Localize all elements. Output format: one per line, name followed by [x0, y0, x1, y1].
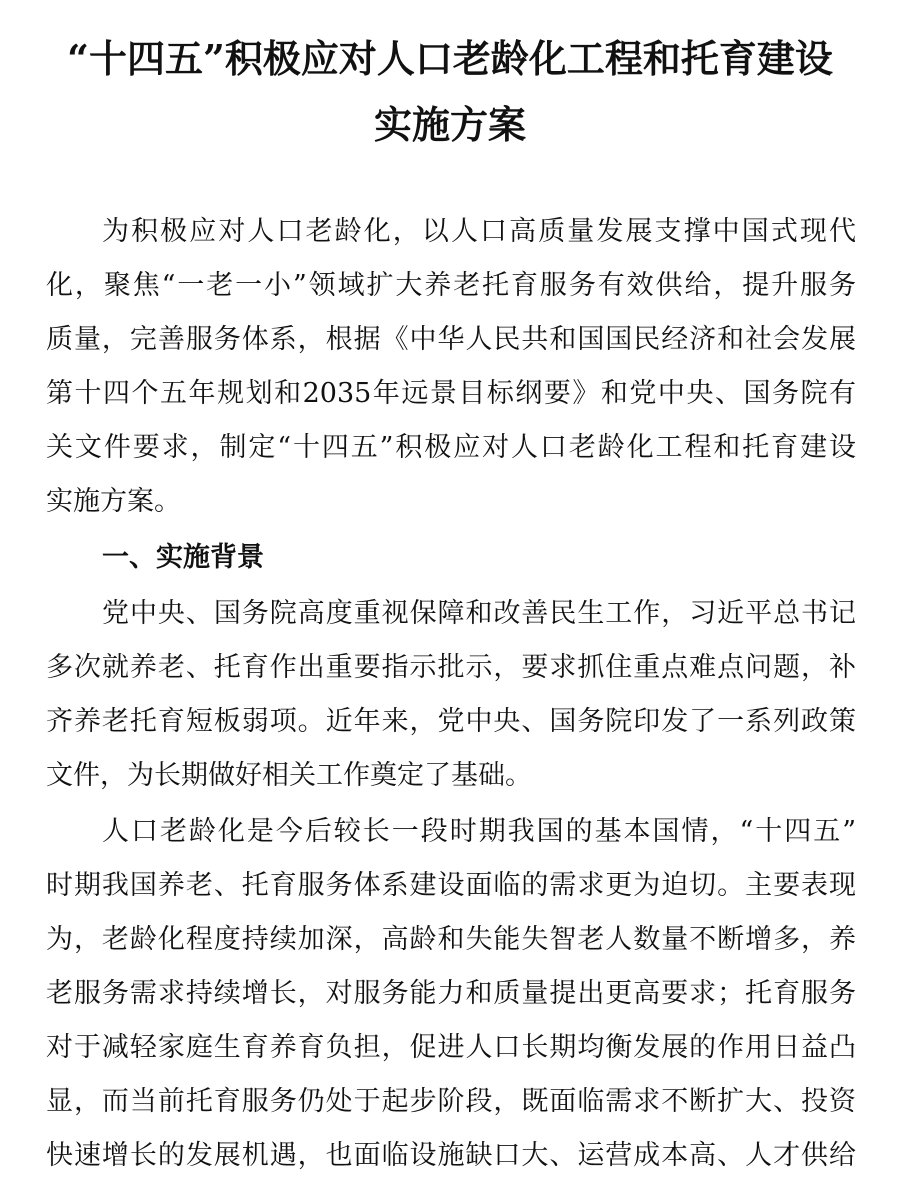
text-line: 齐养老托育短板弱项。近年来，党中央、国务院印发了一系列政策 — [46, 706, 856, 737]
text-line: 实施方案。 — [46, 486, 181, 517]
text-line: 关文件要求，制定“十四五”积极应对人口老龄化工程和托育建设 — [46, 432, 856, 463]
text-line: 质量，完善服务体系，根据《中华人民共和国国民经济和社会发展 — [46, 324, 856, 355]
text-line: 第十四个五年规划和2035年远景目标纲要》和党中央、国务院有 — [46, 378, 856, 409]
text-line: 多次就养老、托育作出重要指示批示，要求抓住重点难点问题，补 — [46, 652, 856, 683]
document-title-line-2: 实施方案 — [373, 102, 526, 147]
text-line: 老服务需求持续增长，对服务能力和质量提出更高要求；托育服务 — [46, 978, 856, 1009]
text-line: 为积极应对人口老龄化，以人口高质量发展支撑中国式现代 — [102, 216, 856, 247]
text-line: 化，聚焦“一老一小”领域扩大养老托育服务有效供给，提升服务 — [46, 270, 856, 301]
text-line: 文件，为长期做好相关工作奠定了基础。 — [46, 760, 532, 791]
text-line: 为，老龄化程度持续加深，高龄和失能失智老人数量不断增多，养 — [46, 924, 856, 955]
text-line: 人口老龄化是今后较长一段时期我国的基本国情，“十四五” — [102, 816, 856, 847]
text-line: 对于减轻家庭生育养育负担，促进人口长期均衡发展的作用日益凸 — [46, 1032, 856, 1063]
text-line: 党中央、国务院高度重视保障和改善民生工作，习近平总书记 — [102, 598, 856, 629]
text-line: 快速增长的发展机遇，也面临设施缺口大、运营成本高、人才供给 — [46, 1140, 856, 1171]
text-line: 显，而当前托育服务仍处于起步阶段，既面临需求不断扩大、投资 — [46, 1086, 856, 1117]
text-line: 时期我国养老、托育服务体系建设面临的需求更为迫切。主要表现 — [46, 870, 856, 901]
section-heading: 一、实施背景 — [102, 542, 264, 573]
document-title-line-1: “十四五”积极应对人口老龄化工程和托育建设 — [67, 36, 833, 81]
